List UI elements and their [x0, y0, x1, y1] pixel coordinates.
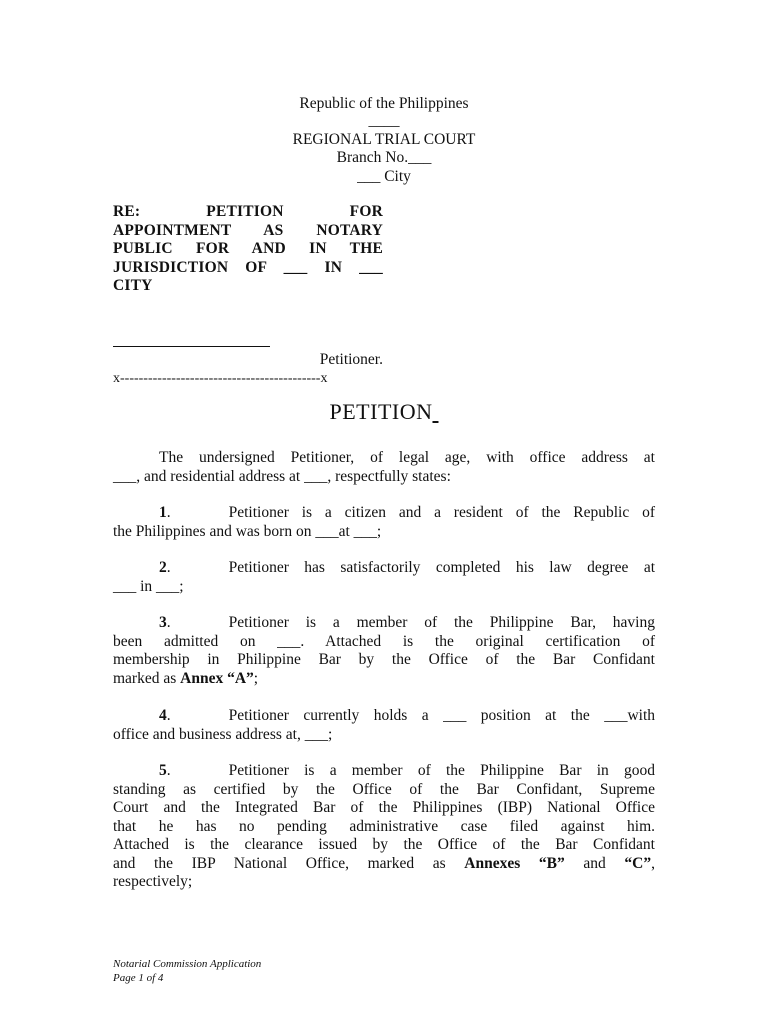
intro-line: ___, and residential address at ___, respectfully states:: [113, 467, 451, 485]
paragraph-1: [113, 504, 655, 541]
paragraph-line: been admitted on ___. Attached is the original certification of: [113, 632, 655, 650]
document-title: [0, 399, 768, 424]
caption-x-line: x-------------------------------------------x: [113, 371, 328, 386]
re-line: RE: PETITION FOR: [113, 203, 383, 220]
blank-line: ____: [368, 112, 400, 129]
petitioner-name-line: [113, 346, 270, 347]
paragraph-line: Court and the Integrated Bar of the Philippines (IBP) National Office: [113, 799, 655, 816]
re-caption: [113, 203, 383, 296]
paragraph-line: respectively;: [113, 873, 193, 890]
paragraph-line: membership in Philippine Bar by the Office of the Bar Confidant: [113, 651, 655, 668]
paragraph-line: 2. Petitioner has satisfactorily completed his law degree at: [159, 559, 655, 576]
paragraph-3: [113, 614, 655, 688]
paragraph-line: office and business address at, ___;: [113, 725, 333, 743]
title-text: PETITION: [329, 399, 433, 424]
city-line: ___ City: [357, 168, 411, 185]
paragraph-5: [113, 762, 655, 892]
paragraph-line: 1. Petitioner is a citizen and a resident of the Republic of: [159, 504, 655, 521]
re-line: PUBLIC FOR AND IN THE: [113, 240, 383, 258]
paragraph-line: 3. Petitioner is a member of the Philippine Bar, having: [159, 614, 655, 631]
annexes-b-label: Annexes “B”: [464, 854, 565, 872]
footer-title: Notarial Commission Application: [113, 958, 262, 970]
paragraph-line: the Philippines and was born on ___at ___;: [113, 522, 382, 540]
paragraph-line: marked as Annex “A”;: [113, 669, 259, 687]
paragraph-line: 5. Petitioner is a member of the Philippine Bar in good: [159, 762, 655, 779]
intro-line: The undersigned Petitioner, of legal age, with office address at: [159, 449, 655, 466]
petitioner-label: Petitioner.: [319, 351, 383, 368]
court-name: REGIONAL TRIAL COURT: [292, 131, 476, 148]
republic-heading: Republic of the Philippines: [299, 95, 469, 112]
re-line: JURISDICTION OF ___ IN ___: [113, 258, 383, 276]
intro-paragraph: [113, 449, 655, 486]
paragraph-4: [113, 707, 655, 744]
branch-number: Branch No.___: [336, 149, 432, 166]
re-line: APPOINTMENT AS NOTARY: [113, 221, 383, 239]
paragraph-line: Attached is the clearance issued by the Office of the Bar Confidant: [113, 836, 655, 853]
paragraph-2: [113, 559, 655, 596]
paragraph-line: and the IBP National Office, marked as Annexes “B” and “C”,: [113, 854, 655, 872]
re-line: CITY: [113, 277, 153, 295]
paragraph-line: standing as certified by the Office of the Bar Confidant, Supreme: [113, 780, 655, 798]
paragraph-line: ___ in ___;: [113, 577, 184, 595]
paragraph-line: that he has no pending administrative case filed against him.: [113, 817, 655, 835]
paragraph-line: 4. Petitioner currently holds a ___ position at the ___with: [159, 707, 655, 724]
page-number: Page 1 of 4: [113, 972, 164, 984]
annex-c-label: “C”: [624, 854, 652, 872]
annex-a-label: Annex “A”: [180, 669, 254, 687]
page-footer: [113, 957, 261, 985]
